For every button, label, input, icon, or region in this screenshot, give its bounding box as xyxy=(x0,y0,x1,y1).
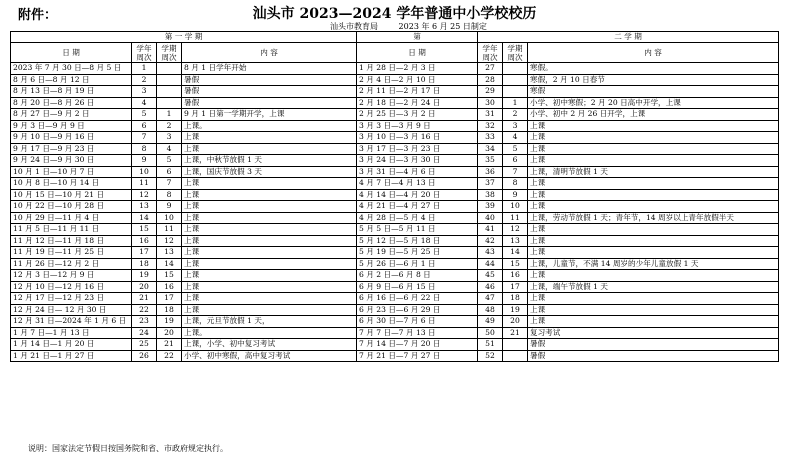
term-week-cell: 15 xyxy=(503,258,528,270)
term-week-cell: 18 xyxy=(503,293,528,305)
content-cell: 上课 xyxy=(528,235,779,247)
date-cell: 7 月 14 日—7 月 20 日 xyxy=(357,339,478,351)
content-cell: 上课 xyxy=(528,143,779,155)
content-cell: 上课 xyxy=(182,201,357,213)
date-cell: 12 月 10 日—12 月 16 日 xyxy=(11,281,132,293)
school-week-cell: 9 xyxy=(132,155,157,167)
term-week-header: 学期周次 xyxy=(157,43,182,63)
school-week-cell: 50 xyxy=(478,327,503,339)
content-cell: 上课 xyxy=(182,132,357,144)
date-cell: 5 月 5 日—5 月 11 日 xyxy=(357,224,478,236)
date-cell: 4 月 7 日—4 月 13 日 xyxy=(357,178,478,190)
term-week-cell: 13 xyxy=(157,247,182,259)
content-cell: 寒假 xyxy=(528,86,779,98)
term-week-cell: 14 xyxy=(503,247,528,259)
table-row xyxy=(11,270,779,282)
school-week-cell: 12 xyxy=(132,189,157,201)
content-cell: 上课 xyxy=(182,143,357,155)
term-week-cell xyxy=(503,86,528,98)
content-cell: 小学、初中寒假，高中复习考试 xyxy=(182,350,357,362)
school-week-cell: 6 xyxy=(132,120,157,132)
school-week-cell: 1 xyxy=(132,63,157,75)
term-week-cell: 11 xyxy=(503,212,528,224)
term-week-cell: 11 xyxy=(157,224,182,236)
term-week-cell: 7 xyxy=(157,178,182,190)
school-week-cell: 19 xyxy=(132,270,157,282)
content-cell: 暑假 xyxy=(182,74,357,86)
table-row xyxy=(11,109,779,121)
term-week-cell: 1 xyxy=(157,109,182,121)
content-cell: 上课 xyxy=(182,270,357,282)
content-cell: 9 月 1 日第一学期开学，上课 xyxy=(182,109,357,121)
content-cell: 上课 xyxy=(182,189,357,201)
date-cell: 2 月 18 日—2 月 24 日 xyxy=(357,97,478,109)
table-row xyxy=(11,189,779,201)
content-cell: 上课 xyxy=(528,293,779,305)
content-cell: 上课 xyxy=(528,304,779,316)
semester-2-header: 二 学 期 xyxy=(478,32,779,43)
term-week-cell: 15 xyxy=(157,270,182,282)
school-week-cell: 48 xyxy=(478,304,503,316)
date-cell: 12 月 31 日—2024 年 1 月 6 日 xyxy=(11,316,132,328)
school-week-header: 学年周次 xyxy=(132,43,157,63)
content-cell: 上课 xyxy=(182,281,357,293)
school-week-cell: 42 xyxy=(478,235,503,247)
school-week-cell: 22 xyxy=(132,304,157,316)
date-cell: 3 月 10 日—3 月 16 日 xyxy=(357,132,478,144)
date-cell: 3 月 24 日—3 月 30 日 xyxy=(357,155,478,167)
content-cell: 上课，中秋节放假 1 天 xyxy=(182,155,357,167)
date-cell: 6 月 30 日—7 月 6 日 xyxy=(357,316,478,328)
school-week-cell: 51 xyxy=(478,339,503,351)
term-week-cell xyxy=(503,339,528,351)
date-cell: 9 月 17 日—9 月 23 日 xyxy=(11,143,132,155)
page-title: 汕头市 2023—2024 学年普通中小学校校历 xyxy=(252,6,537,22)
content-cell: 复习考试 xyxy=(528,327,779,339)
school-week-cell: 27 xyxy=(478,63,503,75)
school-week-cell: 37 xyxy=(478,178,503,190)
term-week-cell: 14 xyxy=(157,258,182,270)
date-cell: 6 月 23 日—6 月 29 日 xyxy=(357,304,478,316)
term-week-cell xyxy=(157,74,182,86)
term-week-cell: 6 xyxy=(503,155,528,167)
table-row xyxy=(11,316,779,328)
footnote: 说明：国家法定节假日按国务院和省、市政府规定执行。 xyxy=(28,444,228,453)
term-week-cell: 1 xyxy=(503,97,528,109)
table-row xyxy=(11,155,779,167)
term-week-cell: 9 xyxy=(503,189,528,201)
table-row xyxy=(11,97,779,109)
term-week-cell: 16 xyxy=(503,270,528,282)
date-cell: 9 月 24 日—9 月 30 日 xyxy=(11,155,132,167)
school-week-cell: 30 xyxy=(478,97,503,109)
term-week-cell: 19 xyxy=(503,304,528,316)
table-row xyxy=(11,166,779,178)
school-week-cell: 2 xyxy=(132,74,157,86)
school-week-cell: 32 xyxy=(478,120,503,132)
date-cell: 11 月 5 日—11 月 11 日 xyxy=(11,224,132,236)
school-week-cell: 34 xyxy=(478,143,503,155)
date-cell: 7 月 7 日—7 月 13 日 xyxy=(357,327,478,339)
school-week-cell: 7 xyxy=(132,132,157,144)
term-week-cell: 21 xyxy=(503,327,528,339)
term-week-cell: 19 xyxy=(157,316,182,328)
date-cell: 10 月 29 日—11 月 4 日 xyxy=(11,212,132,224)
date-cell: 12 月 3 日—12 月 9 日 xyxy=(11,270,132,282)
date-header: 日 期 xyxy=(357,43,478,63)
date-cell: 10 月 8 日—10 月 14 日 xyxy=(11,178,132,190)
term-week-cell: 3 xyxy=(503,120,528,132)
term-week-cell: 6 xyxy=(157,166,182,178)
column-header-row xyxy=(11,43,779,63)
term-week-cell xyxy=(503,74,528,86)
table-row xyxy=(11,258,779,270)
term-week-cell: 4 xyxy=(503,132,528,144)
date-cell: 8 月 20 日—8 月 26 日 xyxy=(11,97,132,109)
table-row xyxy=(11,339,779,351)
school-week-cell: 33 xyxy=(478,132,503,144)
school-week-cell: 52 xyxy=(478,350,503,362)
date-cell: 10 月 15 日—10 月 21 日 xyxy=(11,189,132,201)
date-cell: 3 月 3 日—3 月 9 日 xyxy=(357,120,478,132)
date-cell: 9 月 10 日—9 月 16 日 xyxy=(11,132,132,144)
term-week-cell xyxy=(157,86,182,98)
date-cell: 11 月 19 日—11 月 25 日 xyxy=(11,247,132,259)
date-cell: 5 月 19 日—5 月 25 日 xyxy=(357,247,478,259)
term-week-cell xyxy=(503,350,528,362)
content-cell: 上课，儿童节，不满 14 周岁的少年儿童放假 1 天 xyxy=(528,258,779,270)
school-week-cell: 10 xyxy=(132,166,157,178)
attachment-label: 附件： xyxy=(18,8,58,23)
issuer: 汕头市教育局 xyxy=(330,22,378,31)
date-cell: 12 月 17 日—12 月 23 日 xyxy=(11,293,132,305)
table-row xyxy=(11,304,779,316)
table-row xyxy=(11,120,779,132)
school-week-cell: 25 xyxy=(132,339,157,351)
content-cell: 寒假，2 月 10 日春节 xyxy=(528,74,779,86)
content-cell: 上课 xyxy=(528,201,779,213)
table-row xyxy=(11,63,779,75)
school-week-cell: 28 xyxy=(478,74,503,86)
date-cell: 6 月 9 日—6 月 15 日 xyxy=(357,281,478,293)
school-week-cell: 47 xyxy=(478,293,503,305)
content-header: 内 容 xyxy=(528,43,779,63)
term-week-cell: 7 xyxy=(503,166,528,178)
content-cell: 上课，元旦节放假 1 天， xyxy=(182,316,357,328)
school-week-cell: 5 xyxy=(132,109,157,121)
term-week-cell: 12 xyxy=(157,235,182,247)
content-cell: 上课。 xyxy=(182,327,357,339)
semester-1-header: 第 一 学 期 xyxy=(11,32,357,43)
content-cell: 上课。 xyxy=(182,120,357,132)
content-cell: 上课 xyxy=(182,235,357,247)
term-week-cell xyxy=(157,97,182,109)
school-week-cell: 35 xyxy=(478,155,503,167)
term-week-cell: 22 xyxy=(157,350,182,362)
date-cell: 8 月 13 日—8 月 19 日 xyxy=(11,86,132,98)
school-week-cell: 46 xyxy=(478,281,503,293)
content-cell: 上课 xyxy=(182,304,357,316)
term-week-cell: 13 xyxy=(503,235,528,247)
table-row xyxy=(11,293,779,305)
table-row xyxy=(11,224,779,236)
date-header: 日 期 xyxy=(11,43,132,63)
content-cell: 上课 xyxy=(528,132,779,144)
table-row xyxy=(11,74,779,86)
content-cell: 小学、初中 2 月 26 日开学，上课 xyxy=(528,109,779,121)
school-week-cell: 45 xyxy=(478,270,503,282)
table-row xyxy=(11,201,779,213)
content-cell: 上课，小学、初中复习考试 xyxy=(182,339,357,351)
content-cell: 上课 xyxy=(182,247,357,259)
term-week-cell: 17 xyxy=(157,293,182,305)
term-week-cell: 2 xyxy=(157,120,182,132)
term-week-cell: 10 xyxy=(503,201,528,213)
date-cell: 1 月 14 日—1 月 20 日 xyxy=(11,339,132,351)
school-week-cell: 40 xyxy=(478,212,503,224)
table-row xyxy=(11,350,779,362)
term-week-cell: 18 xyxy=(157,304,182,316)
school-week-cell: 20 xyxy=(132,281,157,293)
term-week-cell: 9 xyxy=(157,201,182,213)
term-week-cell: 20 xyxy=(157,327,182,339)
table-row xyxy=(11,143,779,155)
school-week-cell: 49 xyxy=(478,316,503,328)
term-week-cell: 3 xyxy=(157,132,182,144)
date-cell: 3 月 17 日—3 月 23 日 xyxy=(357,143,478,155)
semester-2-header-di: 第 xyxy=(357,32,478,43)
school-week-cell: 31 xyxy=(478,109,503,121)
school-week-cell: 16 xyxy=(132,235,157,247)
school-week-cell: 15 xyxy=(132,224,157,236)
table-row xyxy=(11,132,779,144)
school-week-cell: 29 xyxy=(478,86,503,98)
date-cell: 2 月 4 日—2 月 10 日 xyxy=(357,74,478,86)
date-cell: 5 月 12 日—5 月 18 日 xyxy=(357,235,478,247)
term-week-cell: 21 xyxy=(157,339,182,351)
date-cell: 1 月 28 日—2 月 3 日 xyxy=(357,63,478,75)
table-row xyxy=(11,212,779,224)
content-cell: 寒假。 xyxy=(528,63,779,75)
table-row xyxy=(11,178,779,190)
school-week-cell: 8 xyxy=(132,143,157,155)
content-cell: 上课 xyxy=(182,293,357,305)
date-cell: 3 月 31 日—4 月 6 日 xyxy=(357,166,478,178)
semester-header-row xyxy=(11,32,779,43)
content-cell: 上课，劳动节放假 1 天；青年节，14 周岁以上青年放假半天 xyxy=(528,212,779,224)
date-cell: 2023 年 7 月 30 日—8 月 5 日 xyxy=(11,63,132,75)
school-week-cell: 17 xyxy=(132,247,157,259)
school-week-cell: 13 xyxy=(132,201,157,213)
table-row xyxy=(11,327,779,339)
date-cell: 6 月 16 日—6 月 22 日 xyxy=(357,293,478,305)
content-cell: 上课 xyxy=(528,247,779,259)
school-week-cell: 14 xyxy=(132,212,157,224)
school-week-cell: 44 xyxy=(478,258,503,270)
school-week-cell: 39 xyxy=(478,201,503,213)
content-cell: 上课 xyxy=(528,270,779,282)
school-week-cell: 21 xyxy=(132,293,157,305)
school-week-cell: 3 xyxy=(132,86,157,98)
content-cell: 小学、初中寒假；2 月 20 日高中开学，上课 xyxy=(528,97,779,109)
table-row xyxy=(11,86,779,98)
term-week-cell: 8 xyxy=(157,189,182,201)
term-week-cell: 12 xyxy=(503,224,528,236)
content-cell: 上课 xyxy=(528,178,779,190)
term-week-cell xyxy=(503,63,528,75)
term-week-cell: 16 xyxy=(157,281,182,293)
date-cell: 8 月 27 日—9 月 2 日 xyxy=(11,109,132,121)
date-cell: 11 月 26 日—12 月 2 日 xyxy=(11,258,132,270)
date-cell: 2 月 25 日—3 月 2 日 xyxy=(357,109,478,121)
table-row xyxy=(11,281,779,293)
date-cell: 6 月 2 日—6 月 8 日 xyxy=(357,270,478,282)
content-cell: 上课 xyxy=(528,224,779,236)
date-cell: 12 月 24 日— 12 月 30 日 xyxy=(11,304,132,316)
content-cell: 上课 xyxy=(182,178,357,190)
table-row xyxy=(11,235,779,247)
content-cell: 上课 xyxy=(182,224,357,236)
school-week-header: 学年周次 xyxy=(478,43,503,63)
term-week-cell: 4 xyxy=(157,143,182,155)
date-cell: 5 月 26 日—6 月 1 日 xyxy=(357,258,478,270)
content-cell: 上课，端午节放假 1 天 xyxy=(528,281,779,293)
school-week-cell: 18 xyxy=(132,258,157,270)
school-calendar-table xyxy=(10,31,779,362)
school-week-cell: 36 xyxy=(478,166,503,178)
content-cell: 上课 xyxy=(182,258,357,270)
table-row xyxy=(11,247,779,259)
content-cell: 上课，清明节放假 1 天 xyxy=(528,166,779,178)
content-cell: 上课，国庆节放假 3 天 xyxy=(182,166,357,178)
content-cell: 暑假 xyxy=(182,97,357,109)
school-week-cell: 43 xyxy=(478,247,503,259)
date-cell: 4 月 14 日—4 月 20 日 xyxy=(357,189,478,201)
content-cell: 上课 xyxy=(182,212,357,224)
date-cell: 1 月 21 日—1 月 27 日 xyxy=(11,350,132,362)
school-week-cell: 41 xyxy=(478,224,503,236)
term-week-cell: 5 xyxy=(503,143,528,155)
school-week-cell: 23 xyxy=(132,316,157,328)
date-cell: 11 月 12 日—11 月 18 日 xyxy=(11,235,132,247)
date-cell: 8 月 6 日—8 月 12 日 xyxy=(11,74,132,86)
date-cell: 7 月 21 日—7 月 27 日 xyxy=(357,350,478,362)
date-cell: 2 月 11 日—2 月 17 日 xyxy=(357,86,478,98)
content-cell: 上课 xyxy=(528,120,779,132)
term-week-cell: 20 xyxy=(503,316,528,328)
term-week-cell: 17 xyxy=(503,281,528,293)
school-week-cell: 38 xyxy=(478,189,503,201)
school-week-cell: 26 xyxy=(132,350,157,362)
content-header: 内 容 xyxy=(182,43,357,63)
term-week-cell: 5 xyxy=(157,155,182,167)
term-week-cell: 8 xyxy=(503,178,528,190)
content-cell: 8 月 1 日学年开始 xyxy=(182,63,357,75)
school-week-cell: 11 xyxy=(132,178,157,190)
content-cell: 上课 xyxy=(528,189,779,201)
date-cell: 4 月 28 日—5 月 4 日 xyxy=(357,212,478,224)
term-week-cell: 10 xyxy=(157,212,182,224)
content-cell: 暑假 xyxy=(182,86,357,98)
term-week-cell xyxy=(157,63,182,75)
date-cell: 1 月 7 日—1 月 13 日 xyxy=(11,327,132,339)
date-cell: 10 月 1 日—10 月 7 日 xyxy=(11,166,132,178)
date-cell: 4 月 21 日—4 月 27 日 xyxy=(357,201,478,213)
date-cell: 9 月 3 日—9 月 9 日 xyxy=(11,120,132,132)
school-week-cell: 24 xyxy=(132,327,157,339)
content-cell: 上课 xyxy=(528,316,779,328)
date-made: 2023 年 6 月 25 日制定 xyxy=(398,22,487,31)
content-cell: 暑假 xyxy=(528,350,779,362)
content-cell: 暑假 xyxy=(528,339,779,351)
term-week-cell: 2 xyxy=(503,109,528,121)
content-cell: 上课 xyxy=(528,155,779,167)
term-week-header: 学期周次 xyxy=(503,43,528,63)
date-cell: 10 月 22 日—10 月 28 日 xyxy=(11,201,132,213)
school-week-cell: 4 xyxy=(132,97,157,109)
